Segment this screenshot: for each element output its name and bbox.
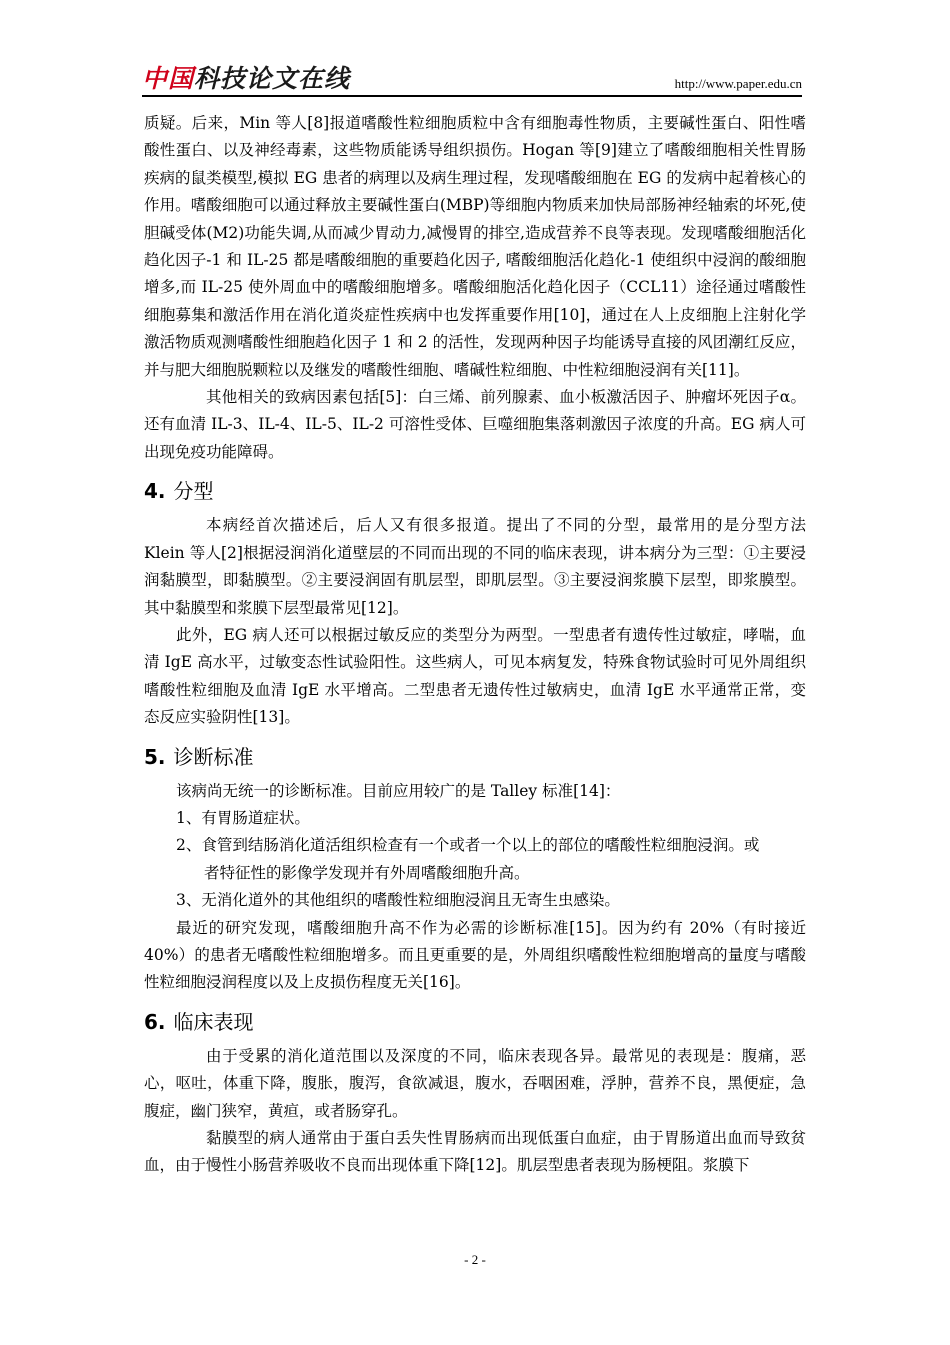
section-number: 4. xyxy=(144,479,166,504)
section-heading-5 xyxy=(144,742,806,772)
section-heading-4 xyxy=(144,476,806,506)
section-heading-6 xyxy=(144,1007,806,1037)
criteria-item-2: 2、食管到结肠消化道活组织检查有一个或者一个以上的部位的嗜酸性粒细胞浸润。或 xyxy=(176,836,760,855)
paragraph-classification: 本病经首次描述后，后人又有很多报道。提出了不同的分型，最常用的是分型方法 Klein 等人[2]根据浸润消化道壁层的不同而出现的不同的临床表现，讲本病分为三型：①主要浸润黏膜型，即黏膜型。②主要浸润固有肌层型，即肌层型。③主要浸润浆膜下层型，即浆膜型。其中黏膜型和浆膜下层型最常见[12]。 xyxy=(144,516,806,617)
diagnosis-intro: 该病尚无统一的诊断标准。目前应用较广的是 Talley 标准[14]： xyxy=(176,781,621,800)
site-logo xyxy=(142,64,357,94)
section-number: 6. xyxy=(144,1009,166,1034)
section-title: 分型 xyxy=(173,479,214,504)
section-title: 临床表现 xyxy=(173,1009,254,1034)
page-content xyxy=(144,110,806,1180)
logo-black-text: 科技论文在线 xyxy=(194,64,351,93)
paragraph-other-factors: 其他相关的致病因素包括[5]：白三烯、前列腺素、血小板激活因子、肿瘤坏死因子α。还有血清 IL-3、IL-4、IL-5、IL-2 可溶性受体、巨噬细胞集落刺激因子浓度的升高。EG 病人可出现免疫功能障碍。 xyxy=(144,388,806,461)
paragraph-allergy-types: 此外，EG 病人还可以根据过敏反应的类型分为两型。一型患者有遗传性过敏症，哮喘，血清 IgE 高水平，过敏变态性试验阳性。这些病人，可见本病复发，特殊食物试验时可见外周组织嗜酸性粒细胞及血清 IgE 水平增高。二型患者无遗传性过敏病史，血清 IgE 水平通常正常，变态反应实验阴性[13]。 xyxy=(144,625,806,727)
section-title: 诊断标准 xyxy=(173,744,254,769)
page-number: - 2 - xyxy=(464,1252,486,1267)
section-number: 5. xyxy=(144,744,166,769)
criteria-item-2-continued: 者特征性的影像学发现并有外周嗜酸细胞升高。 xyxy=(204,863,530,882)
logo-red-text: 中国 xyxy=(142,64,195,93)
header-url: http://www.paper.edu.cn xyxy=(674,76,802,91)
paragraph-mucosal-type: 黏膜型的病人通常由于蛋白丢失性胃肠病而出现低蛋白血症，由于胃肠道出血而导致贫血，由于慢性小肠营养吸收不良而出现体重下降[12]。肌层型患者表现为肠梗阻。浆膜下 xyxy=(144,1129,806,1175)
paragraph-recent-research: 最近的研究发现，嗜酸细胞升高不作为必需的诊断标准[15]。因为约有 20%（有时接近 40%）的患者无嗜酸性粒细胞增多。而且更重要的是，外周组织嗜酸性粒细胞增高的量度与嗜酸性粒细胞浸润程度以及上皮损伤程度无关[16]。 xyxy=(144,918,806,992)
paragraph-continued: 质疑。后来，Min 等人[8]报道嗜酸性粒细胞质粒中含有细胞毒性物质，主要碱性蛋白、阳性嗜酸性蛋白、以及神经毒素，这些物质能诱导组织损伤。Hogan 等[9]建立了嗜酸细胞相关性胃肠疾病的鼠类模型,模拟 EG 患者的病理以及病生理过程，发现嗜酸细胞在 EG 的发病中起着核心的作用。嗜酸细胞可以通过释放主要碱性蛋白(MBP)等细胞内物质来加快局部肠神经轴索的坏死,使胆碱受体(M2)功能失调,从而减少胃动力,减慢胃的排空,造成营养不良等表现。发现嗜酸细胞活化趋化因子-1 和 IL-25 都是嗜酸细胞的重要趋化因子, 嗜酸细胞活化趋化-1 使组织中浸润的酸细胞增多,而 IL-25 使外周血中的嗜酸细胞增多。嗜酸细胞活化趋化因子（CCL11）途径通过嗜酸性细胞募集和激活作用在消化道炎症性疾病中也发挥重要作用[10]，通过在人上皮细胞上注射化学激活物质观测嗜酸性细胞趋化因子 1 和 2 的活性，发现两种因子均能诱导直接的风团潮红反应，并与肥大细胞脱颗粒以及继发的嗜酸性细胞、嗜碱性粒细胞、中性粒细胞浸润有关[11]。 xyxy=(144,114,806,379)
criteria-item-1: 1、有胃肠道症状。 xyxy=(176,808,310,827)
criteria-item-3: 3、无消化道外的其他组织的嗜酸性粒细胞浸润且无寄生虫感染。 xyxy=(176,891,620,910)
paragraph-clinical-symptoms: 由于受累的消化道范围以及深度的不同，临床表现各异。最常见的表现是：腹痛，恶心，呕吐，体重下降，腹胀，腹泻，食欲减退，腹水，吞咽困难，浮肿，营养不良，黑便症，急腹症，幽门狭窄，黄疸，或者肠穿孔。 xyxy=(144,1046,806,1120)
header-rule xyxy=(142,95,802,97)
